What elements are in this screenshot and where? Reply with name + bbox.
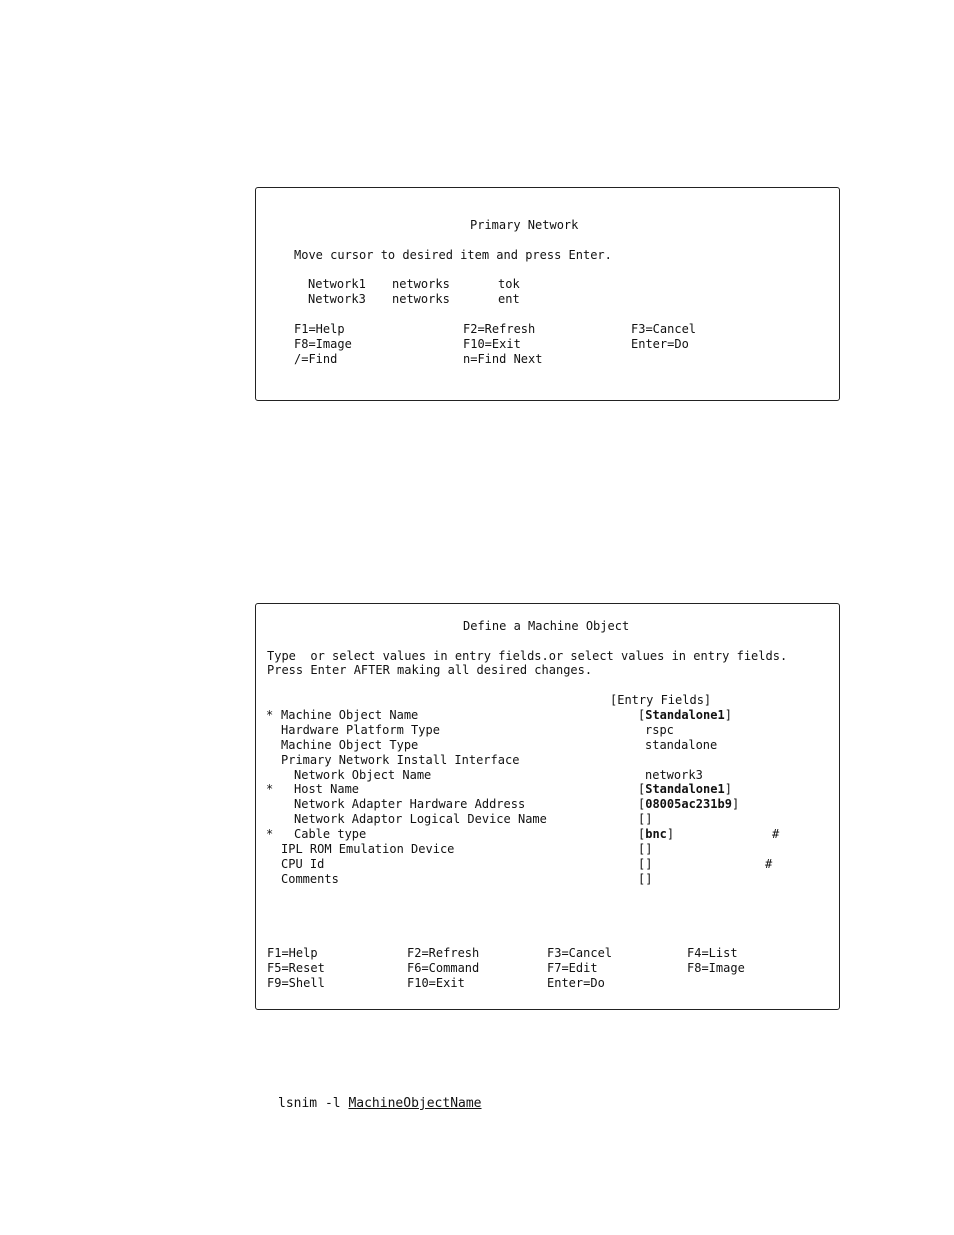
logical-device-name-field[interactable]: []: [638, 812, 653, 826]
required-marker: *: [266, 708, 274, 722]
command-key[interactable]: F6=Command: [407, 961, 480, 975]
ipl-rom-field[interactable]: []: [638, 842, 653, 856]
command-line: [278, 1096, 482, 1111]
machine-object-name-field[interactable]: [Standalone1]: [638, 708, 732, 722]
list-item-interface: tok: [498, 277, 520, 291]
cancel-key[interactable]: F3=Cancel: [631, 322, 697, 336]
host-name-field[interactable]: [Standalone1]: [638, 782, 732, 796]
exit-key[interactable]: F10=Exit: [407, 976, 465, 990]
field-label: CPU Id: [281, 857, 325, 871]
numeric-flag: #: [765, 857, 773, 871]
field-value: bnc: [645, 827, 667, 841]
field-label: Cable type: [294, 827, 367, 841]
field-value: Standalone1: [645, 782, 725, 796]
list-item-name[interactable]: Network3: [308, 292, 366, 306]
find-key[interactable]: /=Find: [294, 352, 338, 366]
field-label: Host Name: [294, 782, 360, 796]
field-value: 08005ac231b9: [645, 797, 732, 811]
exit-key[interactable]: F10=Exit: [463, 337, 521, 351]
help-key[interactable]: F1=Help: [267, 946, 318, 960]
define-machine-title: Define a Machine Object: [463, 619, 630, 633]
hardware-address-field[interactable]: [08005ac231b9]: [638, 797, 740, 811]
define-machine-instruction-2: Press Enter AFTER making all desired changes.: [267, 663, 593, 677]
do-key[interactable]: Enter=Do: [547, 976, 605, 990]
cancel-key[interactable]: F3=Cancel: [547, 946, 613, 960]
image-key[interactable]: F8=Image: [687, 961, 745, 975]
list-key[interactable]: F4=List: [687, 946, 738, 960]
image-key[interactable]: F8=Image: [294, 337, 352, 351]
field-label: Machine Object Name: [281, 708, 419, 722]
refresh-key[interactable]: F2=Refresh: [463, 322, 536, 336]
shell-key[interactable]: F9=Shell: [267, 976, 325, 990]
list-item-interface: ent: [498, 292, 520, 306]
field-label: Machine Object Type: [281, 738, 419, 752]
numeric-flag: #: [772, 827, 780, 841]
field-label: Network Adaptor Logical Device Name: [294, 812, 547, 826]
comments-field[interactable]: []: [638, 872, 653, 886]
machine-object-type-value: standalone: [645, 738, 718, 752]
command-argument: MachineObjectName: [348, 1096, 482, 1111]
field-label: Comments: [281, 872, 339, 886]
field-label: Network Adapter Hardware Address: [294, 797, 526, 811]
edit-key[interactable]: F7=Edit: [547, 961, 598, 975]
help-key[interactable]: F1=Help: [294, 322, 345, 336]
primary-network-instruction: Move cursor to desired item and press Enter.: [294, 248, 612, 262]
field-label: Network Object Name: [294, 768, 432, 782]
section-label: Primary Network Install Interface: [281, 753, 520, 767]
hardware-platform-type-value: rspc: [645, 723, 674, 737]
list-item-name[interactable]: Network1: [308, 277, 366, 291]
do-key[interactable]: Enter=Do: [631, 337, 689, 351]
field-value: Standalone1: [645, 708, 725, 722]
list-item-type: networks: [392, 277, 450, 291]
reset-key[interactable]: F5=Reset: [267, 961, 325, 975]
refresh-key[interactable]: F2=Refresh: [407, 946, 480, 960]
cable-type-field[interactable]: [bnc]: [638, 827, 675, 841]
network-object-name-value: network3: [645, 768, 703, 782]
define-machine-instruction: Type or select values in entry fields.or select values in entry fields.: [267, 649, 788, 663]
primary-network-title: Primary Network: [470, 218, 579, 232]
entry-fields-header: [Entry Fields]: [610, 693, 712, 707]
command-text: lsnim -l: [278, 1096, 349, 1111]
required-marker: *: [266, 782, 274, 796]
field-label: IPL ROM Emulation Device: [281, 842, 455, 856]
list-item-type: networks: [392, 292, 450, 306]
required-marker: *: [266, 827, 274, 841]
find-next-key[interactable]: n=Find Next: [463, 352, 543, 366]
field-label: Hardware Platform Type: [281, 723, 440, 737]
cpu-id-field[interactable]: []: [638, 857, 653, 871]
